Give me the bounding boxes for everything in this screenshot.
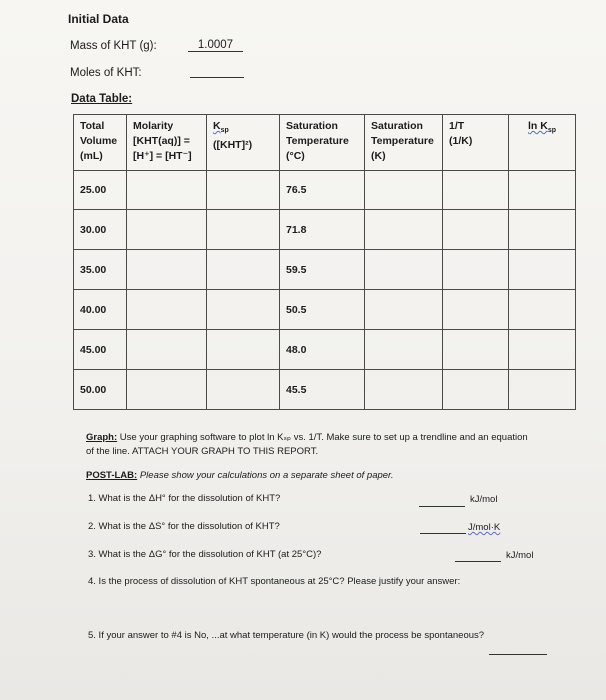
moles-value <box>190 64 244 78</box>
inverse-t-cell[interactable] <box>443 171 509 210</box>
molarity-cell[interactable] <box>127 330 207 370</box>
table-row <box>74 330 576 370</box>
ksp-cell[interactable] <box>207 370 280 410</box>
temp-c-cell: 76.5 <box>280 171 365 210</box>
mass-value: 1.0007 <box>188 39 243 52</box>
ln-ksp-cell[interactable] <box>509 250 576 290</box>
ln-ksp-cell[interactable] <box>509 210 576 250</box>
molarity-cell[interactable] <box>127 171 207 210</box>
question-2: 2. What is the ΔS° for the dissolution of KHT? <box>88 521 280 532</box>
mass-label: Mass of KHT (g): <box>70 40 157 52</box>
inverse-t-cell[interactable] <box>443 370 509 410</box>
temp-c-cell: 50.5 <box>280 290 365 330</box>
temp-c-cell: 71.8 <box>280 210 365 250</box>
question-1: 1. What is the ΔH° for the dissolution of KHT? <box>88 493 281 504</box>
temp-k-cell[interactable] <box>365 290 443 330</box>
inverse-t-cell[interactable] <box>443 210 509 250</box>
temp-c-cell: 45.5 <box>280 370 365 410</box>
inverse-t-cell[interactable] <box>443 290 509 330</box>
question-4: 4. Is the process of dissolution of KHT spontaneous at 25°C? Please justify your answer: <box>88 576 461 587</box>
initial-data-heading: Initial Data <box>68 12 129 26</box>
volume-cell: 25.00 <box>74 171 127 210</box>
ln-ksp-cell[interactable] <box>509 330 576 370</box>
temp-k-cell[interactable] <box>365 210 443 250</box>
table-row <box>74 171 576 210</box>
header-ksp: $K_{sp}$ ([KHT]²) <box>207 115 280 171</box>
ksp-cell[interactable] <box>207 210 280 250</box>
temp-k-cell[interactable] <box>365 370 443 410</box>
molarity-cell[interactable] <box>127 290 207 330</box>
ksp-cell[interactable] <box>207 290 280 330</box>
table-row <box>74 250 576 290</box>
question-3-unit: kJ/mol <box>506 550 534 561</box>
header-volume: Total Volume (mL) <box>74 115 127 171</box>
volume-cell: 35.00 <box>74 250 127 290</box>
temp-k-cell[interactable] <box>365 171 443 210</box>
temp-c-cell: 59.5 <box>280 250 365 290</box>
ksp-cell[interactable] <box>207 330 280 370</box>
inverse-t-cell[interactable] <box>443 250 509 290</box>
molarity-cell[interactable] <box>127 370 207 410</box>
volume-cell: 50.00 <box>74 370 127 410</box>
graph-instruction-line1: Graph: Use your graphing software to plot ln Kₛₚ vs. 1/T. Make sure to set up a trendline and an equation <box>86 432 528 443</box>
table-row <box>74 290 576 330</box>
ln-ksp-cell[interactable] <box>509 290 576 330</box>
ln-ksp-cell[interactable] <box>509 370 576 410</box>
volume-cell: 30.00 <box>74 210 127 250</box>
ksp-cell[interactable] <box>207 250 280 290</box>
ln-ksp-cell[interactable] <box>509 171 576 210</box>
volume-cell: 40.00 <box>74 290 127 330</box>
volume-cell: 45.00 <box>74 330 127 370</box>
header-temp-k: Saturation Temperature (K) <box>365 115 443 171</box>
header-ln-ksp: $\ln K_{sp}$ <box>509 115 576 171</box>
header-molarity: Molarity [KHT(aq)] = [H⁺] = [HT⁻] <box>127 115 207 171</box>
molarity-cell[interactable] <box>127 250 207 290</box>
table-row <box>74 370 576 410</box>
inverse-t-cell[interactable] <box>443 330 509 370</box>
moles-label: Moles of KHT: <box>70 67 142 79</box>
question-3: 3. What is the ΔG° for the dissolution of KHT (at 25°C)? <box>88 549 322 560</box>
header-temp-c: Saturation Temperature (°C) <box>280 115 365 171</box>
data-table-heading: Data Table: <box>71 93 133 105</box>
molarity-cell[interactable] <box>127 210 207 250</box>
postlab-intro: POST-LAB: Please show your calculations on a separate sheet of paper. <box>86 470 394 481</box>
question-2-unit: J/mol·K <box>468 522 501 533</box>
data-table <box>73 114 576 410</box>
answer-line-1[interactable] <box>419 506 465 507</box>
temp-k-cell[interactable] <box>365 330 443 370</box>
table-row <box>74 210 576 250</box>
answer-line-2[interactable] <box>420 533 466 534</box>
graph-instruction-line2: of the line. ATTACH YOUR GRAPH TO THIS REPORT. <box>86 446 319 457</box>
temp-k-cell[interactable] <box>365 250 443 290</box>
question-1-unit: kJ/mol <box>470 494 498 505</box>
question-5: 5. If your answer to #4 is No, ...at what temperature (in K) would the process be spontaneous? <box>88 630 485 641</box>
answer-line-3[interactable] <box>455 561 501 562</box>
temp-c-cell: 48.0 <box>280 330 365 370</box>
answer-line-5[interactable] <box>489 654 547 655</box>
ksp-cell[interactable] <box>207 171 280 210</box>
header-inverse-t: 1/T (1/K) <box>443 115 509 171</box>
